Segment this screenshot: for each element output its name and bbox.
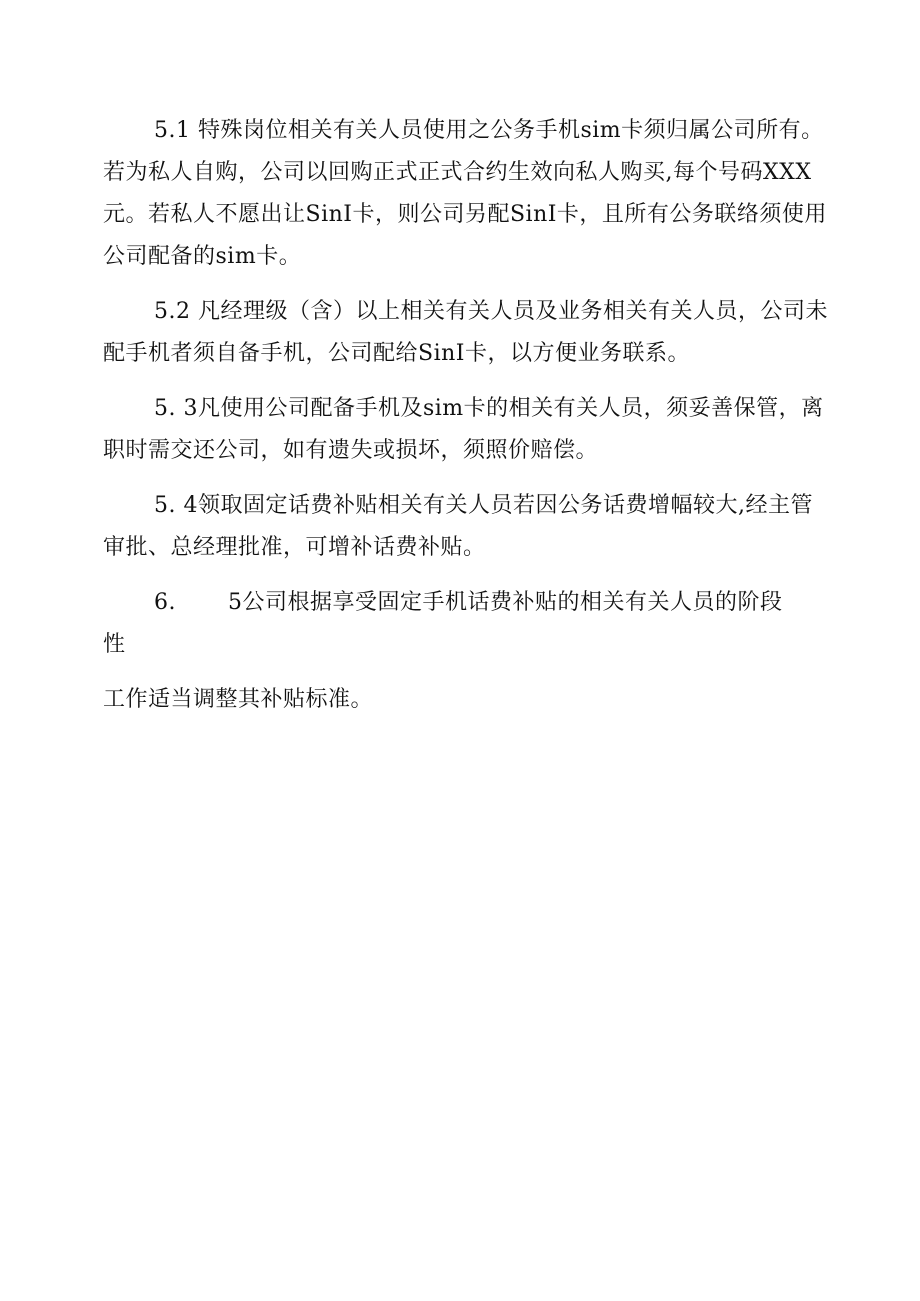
paragraph-6-text: 5公司根据享受固定手机话费补贴的相关有关人员的阶段 [228,590,783,615]
paragraph-5-1: 5.1 特殊岗位相关有关人员使用之公务手机sim卡须归属公司所有。若为私人自购，公司以回购正式正式合约生效向私人购买,每个号码XXX元。若私人不愿出让SinI卡，则公司另配SinI卡，且所有公务联络须使用公司配备的sim卡。 [103,118,827,269]
document-body [103,110,833,734]
paragraph-5-4: 5. 4领取固定话费补贴相关有关人员若因公务话费增幅较大,经主管审批、总经理批准，可增补话费补贴。 [103,493,813,560]
paragraph-6-line-2: 性 [103,632,126,657]
paragraph-6 [103,582,833,721]
paragraph-6-line-1 [103,582,833,624]
paragraph-6-line-3: 工作适当调整其补贴标准。 [103,687,374,712]
paragraph-5-2: 5.2 凡经理级（含）以上相关有关人员及业务相关有关人员，公司未配手机者须自备手机，公司配给SinI卡，以方便业务联系。 [103,299,828,366]
paragraph-5-3: 5. 3凡使用公司配备手机及sim卡的相关有关人员，须妥善保管，离职时需交还公司，如有遗失或损坏，须照价赔偿。 [103,396,824,463]
paragraph-6-number: 6. [154,590,176,615]
